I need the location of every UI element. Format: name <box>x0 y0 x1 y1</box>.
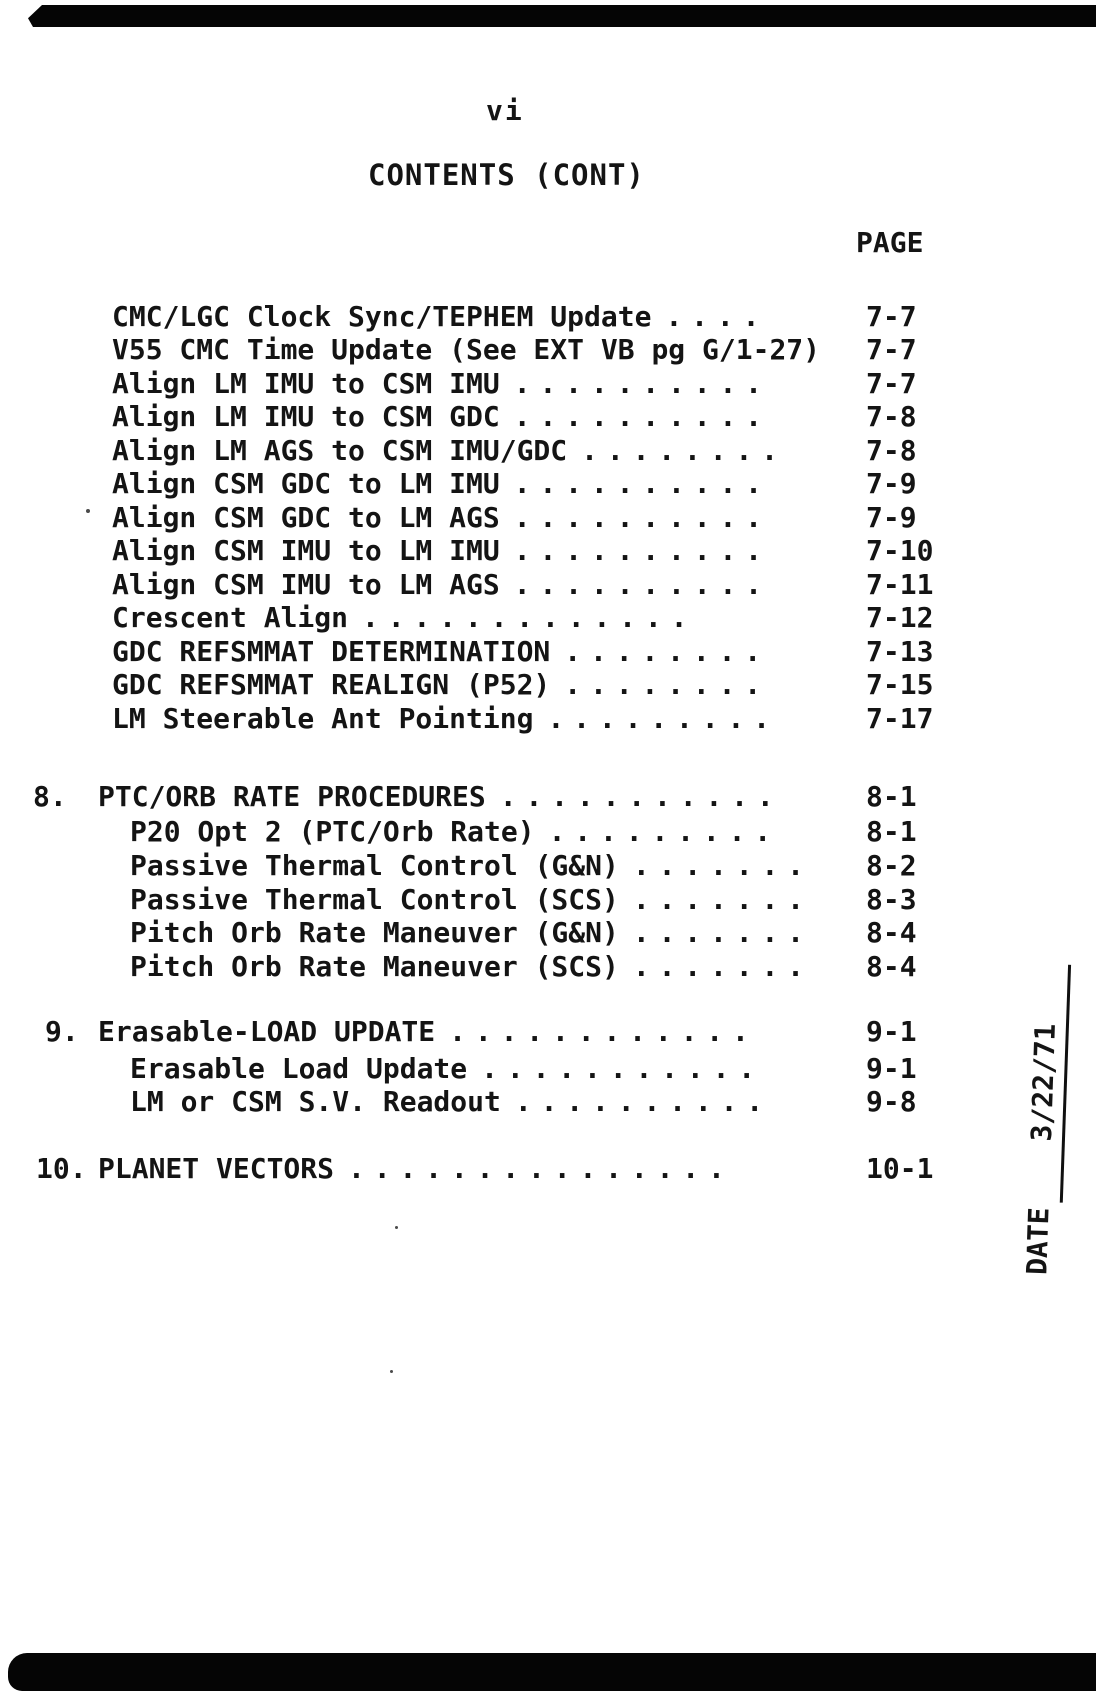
dot-leader: . . . . . . . . . <box>547 702 767 735</box>
date-label: DATE <box>1020 1206 1056 1276</box>
toc-row <box>112 400 917 434</box>
toc-entry-label: V55 CMC Time Update (See EXT VB pg G/1-27) <box>112 333 821 366</box>
dot-leader: . . . . . . . . <box>564 635 758 668</box>
toc-row <box>112 501 917 535</box>
toc-row <box>130 1085 917 1119</box>
toc-row <box>130 916 917 950</box>
page-ref: 8-4 <box>866 916 917 949</box>
page-ref: 7-7 <box>866 300 917 333</box>
page-ref: 7-7 <box>866 367 917 400</box>
toc-row <box>112 568 934 602</box>
toc-entry-label: Crescent Align <box>112 601 349 634</box>
toc-entry-label: PTC/ORB RATE PROCEDURES <box>98 780 486 813</box>
scan-speck <box>86 509 90 513</box>
dot-leader: . . . . . . . . . . . . . . . <box>348 1152 721 1185</box>
toc-section-row <box>45 1015 917 1049</box>
toc-entry-label: Erasable-LOAD UPDATE <box>98 1015 436 1048</box>
toc-entry-label: Align CSM GDC to LM AGS <box>112 501 500 534</box>
section-number: 8. <box>33 780 67 813</box>
toc-entry-label: Passive Thermal Control (G&N) <box>130 849 619 882</box>
toc-row <box>112 367 917 401</box>
toc-entry-label: Passive Thermal Control (SCS) <box>130 883 619 916</box>
dot-leader: . . . . . . . . . . . <box>481 1052 752 1085</box>
toc-row <box>112 635 934 669</box>
toc-section-row <box>33 780 917 814</box>
toc-entry-label: Align CSM GDC to LM IMU <box>112 467 500 500</box>
scan-speck <box>390 1370 393 1373</box>
toc-entry-label: CMC/LGC Clock Sync/TEPHEM Update <box>112 300 652 333</box>
toc-row <box>112 534 934 568</box>
toc-section-row <box>36 1152 934 1186</box>
dot-leader: . . . . <box>665 300 756 333</box>
page-ref: 8-2 <box>866 849 917 882</box>
page-ref: 9-1 <box>866 1052 917 1085</box>
toc-row <box>130 849 917 883</box>
page-ref: 7-8 <box>866 434 917 467</box>
dot-leader: . . . . . . . . . <box>548 815 768 848</box>
toc-entry-label: Pitch Orb Rate Maneuver (SCS) <box>130 950 619 983</box>
page-number-roman: vi <box>486 94 524 127</box>
section-number: 9. <box>45 1015 79 1048</box>
page-ref: 7-15 <box>866 668 934 701</box>
dot-leader: . . . . . . . . . . <box>513 501 759 534</box>
toc-row <box>112 601 934 635</box>
toc-entry-label: Align CSM IMU to LM AGS <box>112 568 500 601</box>
bottom-scan-bar <box>8 1653 1096 1691</box>
toc-entry-label: Align LM IMU to CSM IMU <box>112 367 500 400</box>
dot-leader: . . . . . . . <box>632 883 801 916</box>
dot-leader: . . . . . . . . . . . . . <box>362 601 684 634</box>
toc-entry-label: Align LM IMU to CSM GDC <box>112 400 500 433</box>
toc-row <box>130 815 917 849</box>
dot-leader: . . . . . . . . . . <box>513 400 759 433</box>
toc-row <box>112 333 917 367</box>
dot-leader: . . . . . . . <box>632 849 801 882</box>
toc-entry-label: Erasable Load Update <box>130 1052 468 1085</box>
page-ref: 7-11 <box>866 568 934 601</box>
page-ref: 7-9 <box>866 501 917 534</box>
dot-leader: . . . . . . . . . . <box>514 1085 760 1118</box>
toc-row <box>130 1052 917 1086</box>
scan-speck <box>395 1226 398 1229</box>
toc-row <box>112 467 917 501</box>
dot-leader: . . . . . . . . . . <box>513 568 759 601</box>
page-ref: 7-12 <box>866 601 934 634</box>
page-ref: 9-1 <box>866 1015 917 1048</box>
page-ref: 7-13 <box>866 635 934 668</box>
date-value: 3/22/71 <box>1024 1022 1063 1143</box>
page-ref: 7-17 <box>866 702 934 735</box>
page-ref: 7-10 <box>866 534 934 567</box>
dot-leader: . . . . . . . <box>632 916 801 949</box>
page-ref: 7-8 <box>866 400 917 433</box>
page-ref: 10-1 <box>866 1152 934 1185</box>
toc-entry-label: GDC REFSMMAT REALIGN (P52) <box>112 668 551 701</box>
top-scan-bar <box>28 5 1096 27</box>
toc-row <box>112 668 934 702</box>
dot-leader: . . . . . . . . . . <box>513 367 759 400</box>
dot-leader: . . . . . . . . . . <box>513 467 759 500</box>
toc-row <box>112 434 917 468</box>
page-ref: 8-3 <box>866 883 917 916</box>
page-ref: 8-1 <box>866 780 917 813</box>
page-ref: 8-1 <box>866 815 917 848</box>
section-number: 10. <box>36 1152 87 1185</box>
toc-entry-label: LM or CSM S.V. Readout <box>130 1085 501 1118</box>
toc-entry-label: GDC REFSMMAT DETERMINATION <box>112 635 551 668</box>
page-ref: 8-4 <box>866 950 917 983</box>
dot-leader: . . . . . . . . <box>581 434 775 467</box>
date-stamp <box>1017 944 1072 1275</box>
toc-entry-label: Align LM AGS to CSM IMU/GDC <box>112 434 568 467</box>
toc-entry-label: P20 Opt 2 (PTC/Orb Rate) <box>130 815 535 848</box>
toc-entry-label: Align CSM IMU to LM IMU <box>112 534 500 567</box>
dot-leader: . . . . . . . . . . <box>513 534 759 567</box>
page-ref: 9-8 <box>866 1085 917 1118</box>
page-ref: 7-9 <box>866 467 917 500</box>
toc-row <box>112 702 934 736</box>
dot-leader: . . . . . . . . . . . . <box>449 1015 745 1048</box>
toc-row <box>112 300 917 334</box>
date-rule <box>1020 963 1071 1202</box>
toc-row <box>130 883 917 917</box>
toc-entry-label: PLANET VECTORS <box>98 1152 335 1185</box>
page-ref: 7-7 <box>866 333 917 366</box>
dot-leader: . . . . . . . . <box>564 668 758 701</box>
page-column-header: PAGE <box>856 226 924 259</box>
toc-entry-label: LM Steerable Ant Pointing <box>112 702 534 735</box>
dot-leader: . . . . . . . . . . . <box>499 780 770 813</box>
contents-title: CONTENTS (CONT) <box>368 158 645 192</box>
dot-leader: . . . . . . . <box>632 950 801 983</box>
toc-entry-label: Pitch Orb Rate Maneuver (G&N) <box>130 916 619 949</box>
toc-row <box>130 950 917 984</box>
